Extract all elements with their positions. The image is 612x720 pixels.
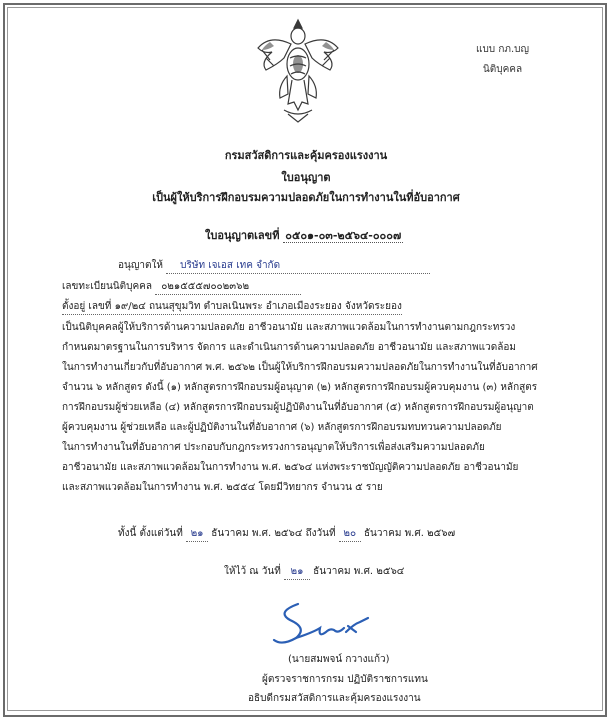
signatory-title-2: อธิบดีกรมสวัสดิการและคุ้มครองแรงงาน [248, 693, 421, 704]
body-line: การฝึกอบรมผู้ช่วยเหลือ (๔) หลักสูตรการฝึกอบรมผู้ปฏิบัติงานในที่อับอากาศ (๕) หลักสูตรการฝึกอบรมผู้อนุญาต [62, 402, 534, 413]
license-number-line [205, 226, 403, 244]
license-purpose: เป็นผู้ให้บริการฝึกอบรมความปลอดภัยในการทำงานในที่อับอากาศ [152, 191, 460, 204]
garuda-emblem-icon [250, 14, 346, 124]
registration-line [62, 279, 301, 295]
body-line: ผู้ควบคุมงาน ผู้ช่วยเหลือ และผู้ปฏิบัติงานในที่อับอากาศ (๖) หลักสูตรการฝึกอบรมทบทวนความปลอดภัย [62, 422, 502, 433]
body-line: ในการทำงานเกี่ยวกับที่อับอากาศ พ.ศ. ๒๕๖๒ เป็นผู้ให้บริการฝึกอบรมความปลอดภัยในการทำงานในที่อับอากาศ [62, 362, 538, 373]
validity-line [118, 526, 455, 542]
license-body [62, 318, 560, 498]
document-type: ใบอนุญาต [281, 171, 331, 184]
registration-label: เลขทะเบียนนิติบุคคล [62, 281, 152, 292]
address-text: ตั้งอยู่ เลขที่ ๑๙/๒๔ ถนนสุขุมวิท ตำบลเนินพระ อำเภอเมืองระยอง จังหวัดระยอง [62, 299, 402, 315]
issued-rest: ธันวาคม พ.ศ. ๒๕๖๔ [313, 566, 405, 577]
signature-icon [268, 598, 378, 648]
body-line: ในการทำงานในที่อับอากาศ ประกอบกับกฎกระทรวงการอนุญาตให้บริการเพื่อส่งเสริมความปลอดภัย [62, 442, 485, 453]
grantee-label: อนุญาตให้ [118, 260, 163, 271]
signatory-name: (นายสมพจน์ กวางแก้ว) [288, 654, 390, 665]
form-code-type: นิติบุคคล [482, 64, 523, 75]
registration-number: ๐๒๑๕๕๕๗๐๐๒๓๖๒ [155, 279, 301, 295]
address-line [62, 299, 402, 315]
body-line: จำนวน ๖ หลักสูตร ดังนี้ (๑) หลักสูตรการฝึกอบรมผู้อนุญาต (๒) หลักสูตรการฝึกอบรมผู้ควบคุมงาน (๓) หลักสูตร [62, 382, 538, 393]
body-line: และสภาพแวดล้อมในการทำงาน พ.ศ. ๒๕๕๔ โดยมีวิทยากร จำนวน ๕ ราย [62, 482, 383, 493]
form-code-label: แบบ กภ.บญ [476, 44, 530, 55]
validity-prefix: ทั้งนี้ ตั้งแต่วันที่ [118, 528, 183, 539]
form-code [476, 40, 529, 80]
validity-end-day: ๒๐ [339, 526, 361, 542]
license-number: ๐๕๐๑-๐๓-๒๕๖๔-๐๐๐๗ [285, 229, 402, 242]
validity-end-rest: ธันวาคม พ.ศ. ๒๕๖๗ [363, 528, 456, 539]
signatory-title: ผู้ตรวจราชการกรม ปฏิบัติราชการแทน [262, 674, 428, 685]
body-line: เป็นนิติบุคคลผู้ให้บริการด้านความปลอดภัย อาชีวอนามัย และสภาพแวดล้อมในการทำงานตามกฎกระทรวง [62, 322, 516, 333]
issued-day: ๒๑ [284, 564, 310, 580]
validity-start-rest: ธันวาคม พ.ศ. ๒๕๖๔ ถึงวันที่ [211, 528, 336, 539]
license-number-label: ใบอนุญาตเลขที่ [205, 229, 280, 242]
body-line: อาชีวอนามัย และสภาพแวดล้อมในการทำงาน พ.ศ. ๒๕๖๔ แห่งพระราชบัญญัติความปลอดภัย อาชีวอนามัย [62, 462, 519, 473]
grantee-name: บริษัท เจเอส เทค จำกัด [166, 258, 430, 274]
issued-prefix: ให้ไว้ ณ วันที่ [224, 566, 281, 577]
issued-line [224, 564, 404, 580]
department-title: กรมสวัสดิการและคุ้มครองแรงงาน [224, 149, 388, 162]
validity-start-day: ๒๑ [186, 526, 208, 542]
body-line: กำหนดมาตรฐานในการบริหาร จัดการ และดำเนินการด้านความปลอดภัย อาชีวอนามัย และสภาพแวดล้อม [62, 342, 516, 353]
grantee-line [118, 258, 430, 274]
